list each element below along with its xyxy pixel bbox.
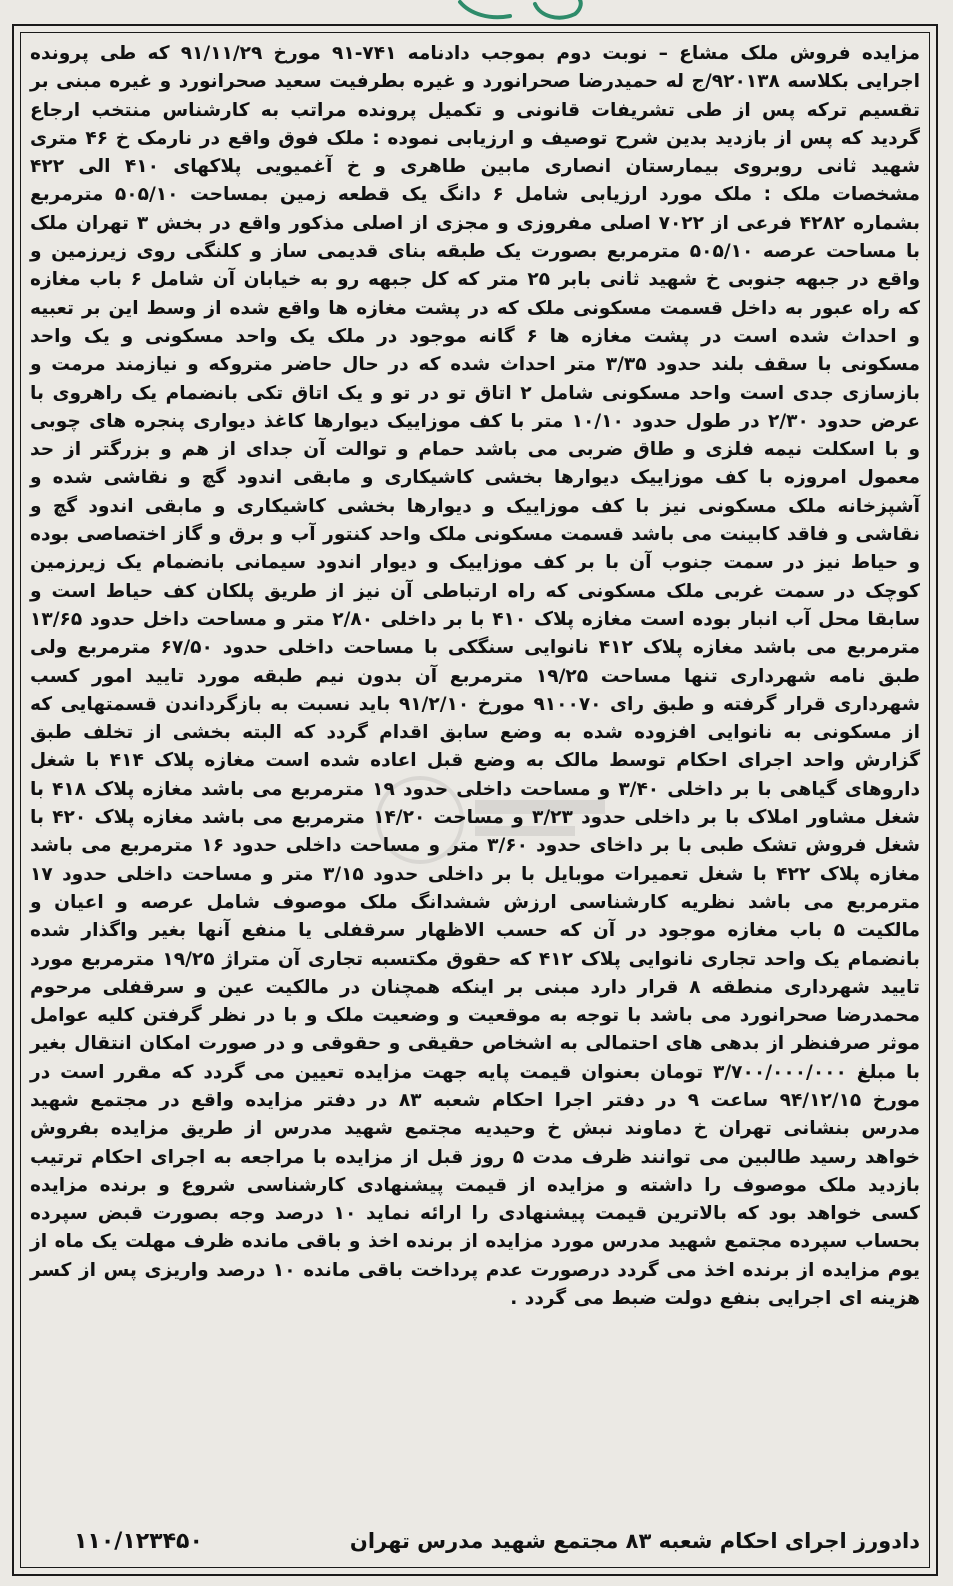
notice-footer [34, 1524, 920, 1558]
issuer-signature: دادورز اجرای احکام شعبه ۸۳ مجتمع شهید مدرس تهران [349, 1529, 920, 1553]
reference-number: ۱۱۰/۱۲۳۴۵۰ [74, 1528, 203, 1554]
auction-notice-text: مزایده فروش ملک مشاع – نوبت دوم بموجب دادنامه ۷۴۱-۹۱ مورخ ۹۱/۱۱/۲۹ که طی پرونده اجرایی بکلاسه ۹۲۰۱۳۸/ج له حمیدرضا صحرانورد و غیره بطرفیت سعید صحرانورد و غیره مبنی بر تقسیم ترکه پس از طی تشریفات قانونی و تکمیل پرونده مراتب به کارشناس منتخب ارجاع گردید که پس از بازدید بدین شرح توصیف و ارزیابی نموده : ملک فوق واقع در نارمک خ ۴۶ متری شهید ثانی روبروی بیمارستان انصاری مابین طاهری و خ آغمیویی پلاکهای ۴۱۰ الی ۴۲۲ مشخصات ملک : ملک مورد ارزیابی شامل ۶ دانگ یک قطعه زمین بمساحت ۵۰۵/۱۰ مترمربع بشماره ۴۲۸۲ فرعی از ۷۰۲۲ اصلی مفروزی و مجزی از اصلی مذکور واقع در بخش ۳ تهران ملک با مساحت عرصه ۵۰۵/۱۰ مترمربع بصورت یک طبقه بنای قدیمی ساز و کلنگی روی زیرزمین و واقع در جبهه جنوبی خ شهید ثانی بابر ۲۵ متر که کل جبهه رو به خیابان آن شامل ۶ باب مغازه که راه عبور به داخل قسمت مسکونی ملک که در پشت مغازه ها واقع شده از وسط این بر تعبیه و احداث شده است در پشت مغازه ها ۶ گانه موجود در ملک یک واحد مسکونی و یک واحد مسکونی با سقف بلند حدود ۳/۳۵ متر احداث شده که در حال حاضر متروکه و نیازمند مرمت و بازسازی جدی است واحد مسکونی شامل ۲ اتاق تو در تو و یک اتاق تکی بانضمام یک راهروی با عرض حدود ۲/۳۰ در طول حدود ۱۰/۱۰ متر با کف موزاییک دیوارها کاغذ دیواری پنجره های چوبی و با اسکلت نیمه فلزی و طاق ضربی می باشد حمام و توالت آن جدای از هم و بزرگتر از حد معمول امروزه با کف موزاییک دیوارها بخشی کاشیکاری و مابقی اندود گچ و نقاشی شده و آشپزخانه ملک مسکونی نیز با کف موزاییک و دیوارها بخشی کاشیکاری و مابقی اندود گچ و نقاشی و فاقد کابینت می باشد قسمت مسکونی ملک واحد کنتور آب و برق و گاز اختصاصی بوده و حیاط نیز در سمت جنوب آن با بر کف موزاییک و دیوار اندود سیمانی بانضمام یک زیرزمین کوچک در سمت غربی ملک مسکونی که راه ارتباطی آن نیز از طریق پلکان کف حیاط است و سابقا محل آب انبار بوده است مغازه پلاک ۴۱۰ با بر داخلی ۲/۸۰ متر و مساحت داخل حدود ۱۳/۶۵ مترمربع می باشد مغازه پلاک ۴۱۲ نانوایی سنگکی با مساحت داخلی حدود ۶۷/۵۰ مترمربع ولی طبق نامه شهرداری تنها مساحت ۱۹/۲۵ مترمربع آن بدون نیم طبقه مورد تایید امور کسب شهرداری قرار گرفته و طبق رای ۹۱۰۰۷۰ مورخ ۹۱/۲/۱۰ باید نسبت به بازگرداندن قسمتهایی که از مسکونی به نانوایی افزوده شده به وضع سابق اقدام گردد که البته بخشی از تخلف طبق گزارش واحد اجرای احکام توسط مالک به وضع قبل اعاده شده است مغازه پلاک ۴۱۴ با شغل داروهای گیاهی با بر داخلی ۳/۴۰ و مساحت داخلی حدود ۱۹ مترمربع می باشد مغازه پلاک ۴۱۸ با شغل مشاور املاک با بر داخلی حدود ۳/۲۳ و مساحت ۱۴/۲۰ مترمربع می باشد مغازه پلاک ۴۲۰ با شغل فروش تشک طبی با بر داخای حدود ۳/۶۰ متر و مساحت داخلی حدود ۱۶ مترمربع می باشد مغازه پلاک ۴۲۲ با شغل تعمیرات موبایل با بر داخلی حدود ۳/۱۵ متر و مساحت داخلی حدود ۱۷ مترمربع می باشد نظریه کارشناسی ارزش ششدانگ ملک موصوف شامل عرصه و اعیان و مالکیت ۵ باب مغازه موجود در آن که حسب الاظهار سرقفلی یا منفع آنها بغیر واگذار شده بانضمام یک واحد تجاری نانوایی پلاک ۴۱۲ که حقوق مکتسبه تجاری آن متراژ ۱۹/۲۵ مترمربع مورد تایید شهرداری منطقه ۸ قرار دارد مبنی بر اینکه همچنان در مالکیت عین و سرقفلی مرحوم محمدرضا صحرانورد می باشد با توجه به موقعیت و وضعیت ملک و با در نظر گرفتن کلیه عوامل موثر صرفنظر از بدهی های احتمالی به اشخاص حقیقی و حقوقی و در صورت امکان انتقال بغیر با مبلغ ۳/۷۰۰/۰۰۰/۰۰۰ تومان بعنوان قیمت پایه جهت مزایده تعیین می گردد که مقرر است در مورخ ۹۴/۱۲/۱۵ ساعت ۹ در دفتر اجرا احکام شعبه ۸۳ در دفتر مزایده واقع در مجتمع شهید مدرس بنشانی تهران خ دماوند نبش خ وحیدیه مجتمع شهید مدرس از طریق مزایده بفروش خواهد رسید طالبین می توانند ظرف مدت ۵ روز قبل از مزایده با مراجعه به اجرای احکام ترتیب بازدید ملک موصوف را داشته و مزایده از قیمت پیشنهادی کارشناسی شروع و برنده مزایده کسی خواهد بود که بالاترین قیمت پیشنهادی را ارائه نماید ۱۰ درصد وجه بصورت قبض سپرده بحساب سپرده مجتمع شهید مدرس مورد مزایده از برنده اخذ و باقی مانده ظرف مهلت یک ماه از یوم مزایده از برنده اخذ می گردد درصورت عدم پرداخت باقی مانده ۱۰ درصد واریزی پس از کسر هزینه ای اجرایی بنفع دولت ضبط می گردد . [30, 43, 921, 1310]
